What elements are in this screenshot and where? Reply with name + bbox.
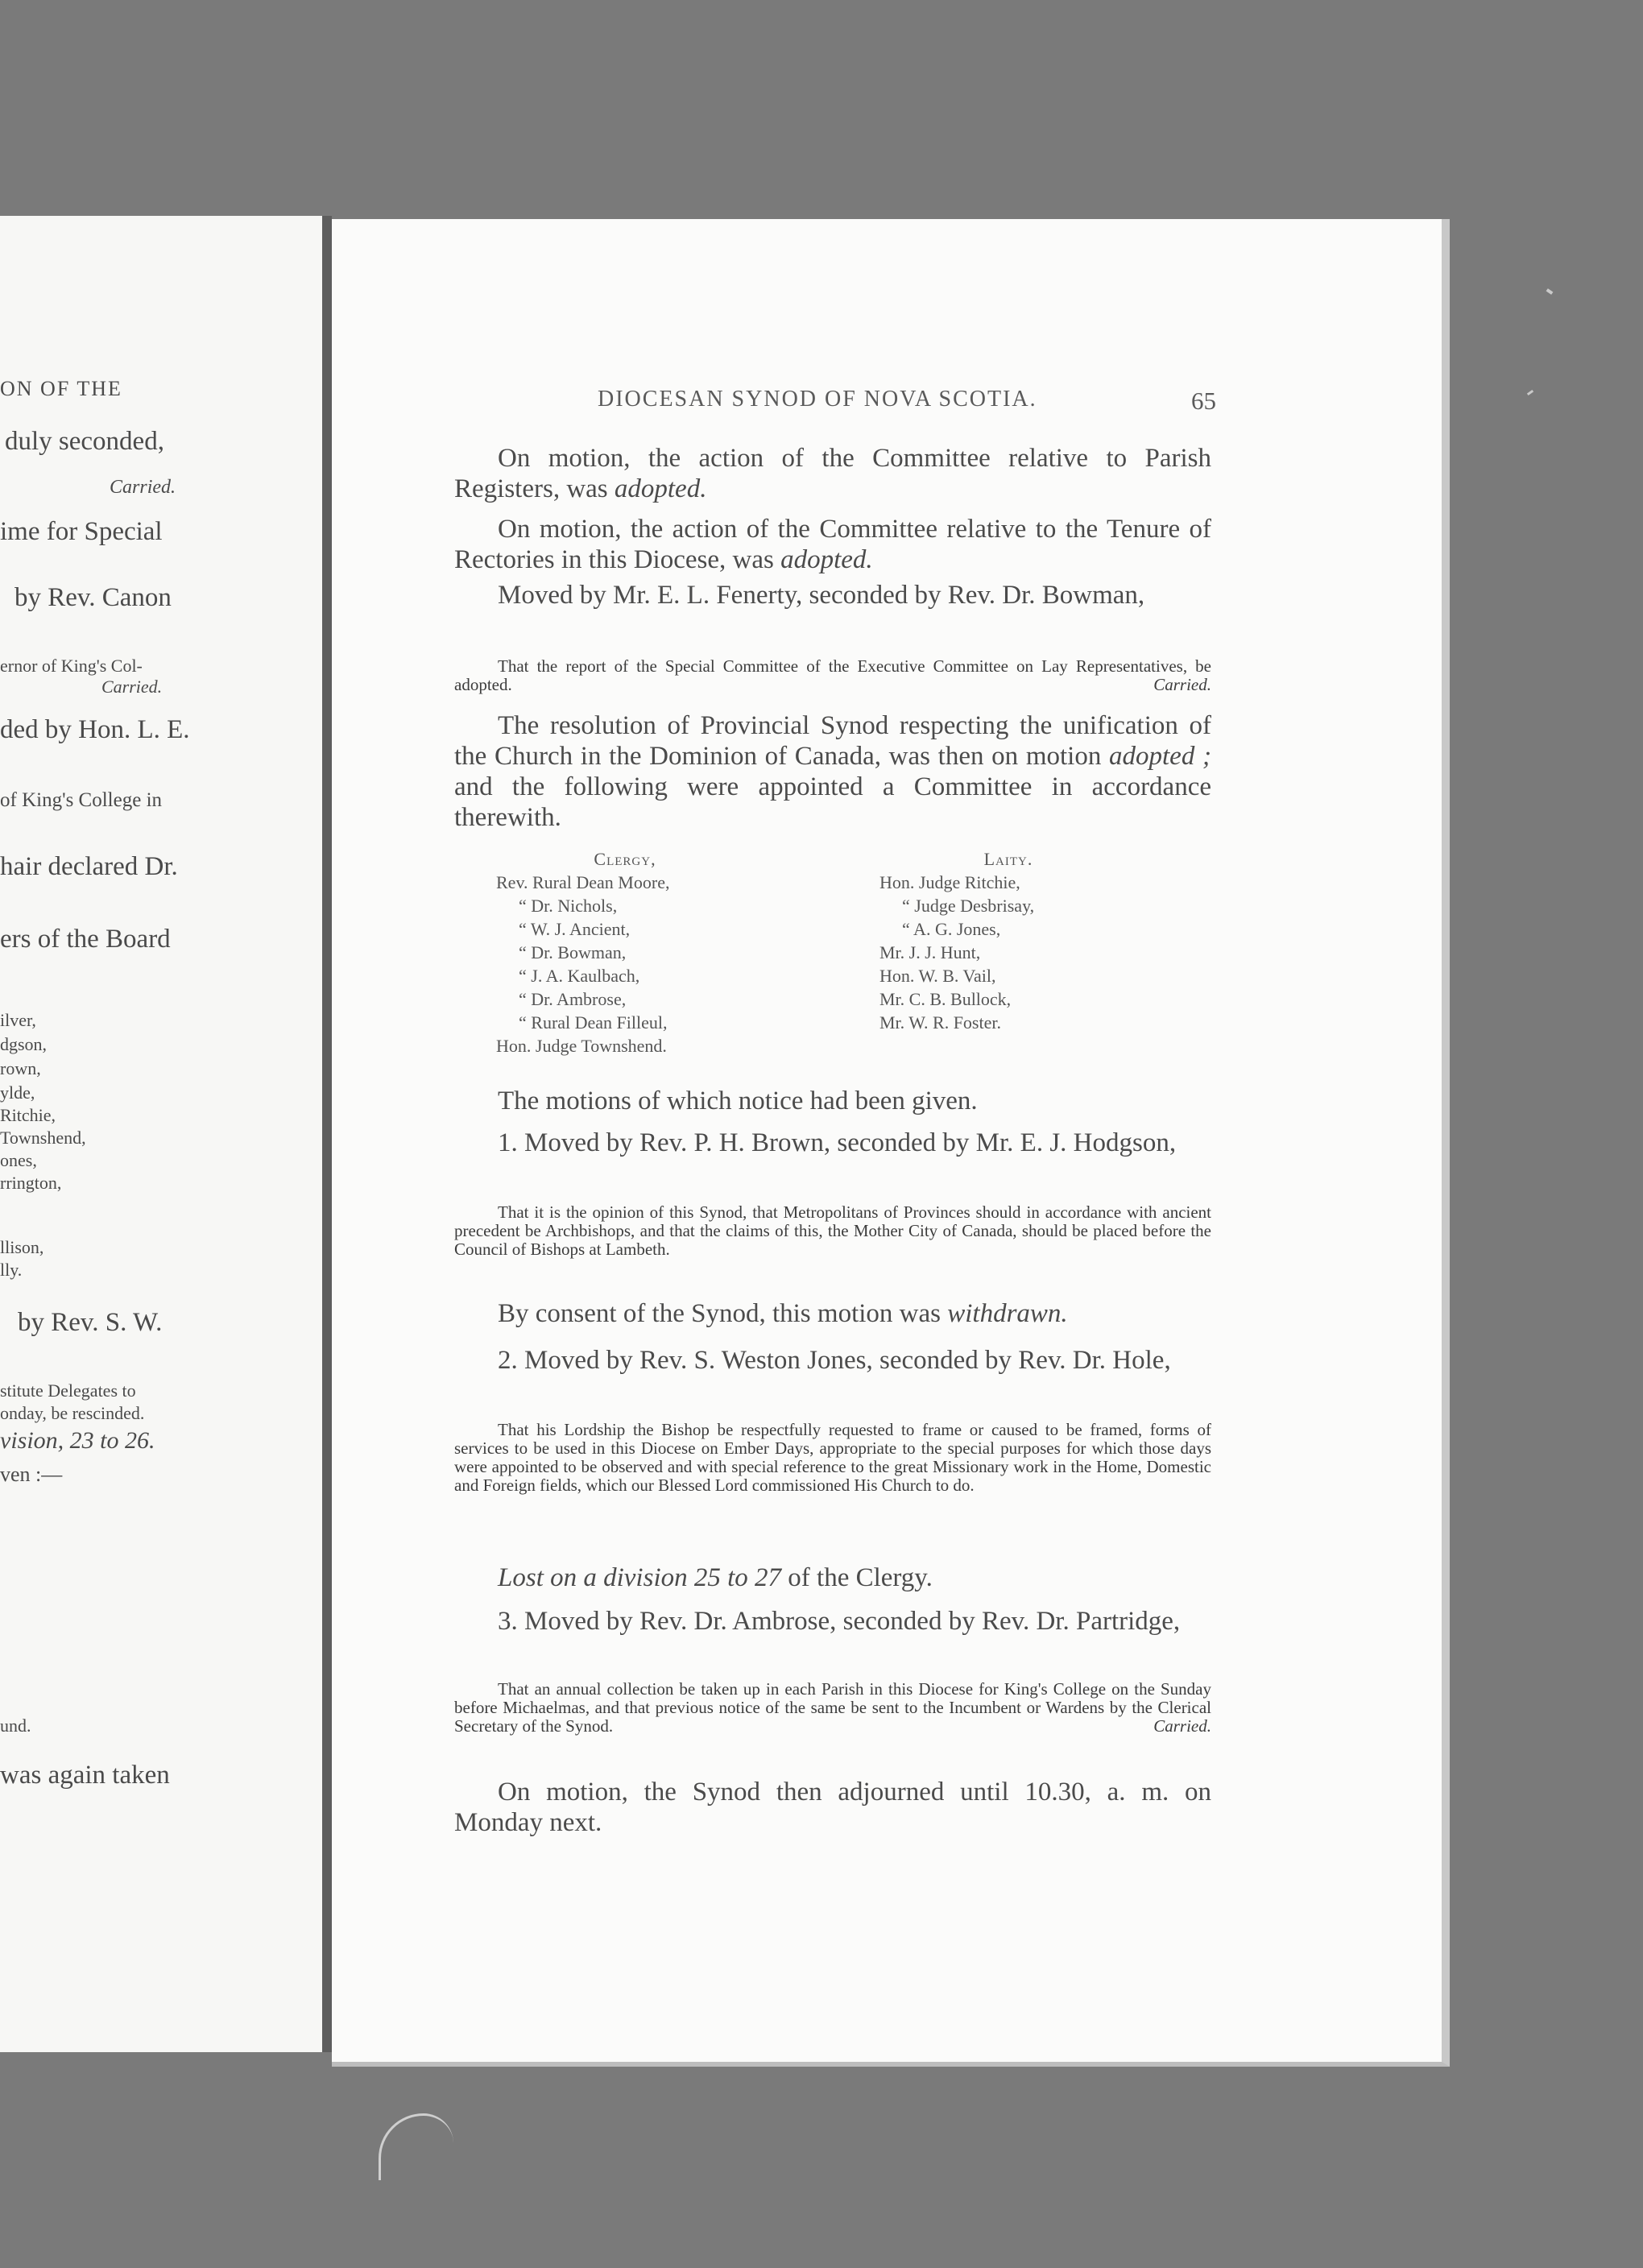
resolution-ember-days: That his Lordship the Bishop be respectfully requested to frame or caused to be framed, forms of services to be used in this Diocese on Ember Days, appropriate to the special purposes for which those days were appointed to be observed and with special reference to the great Missionary work in the Home, Domestic and Foreign fields, which our Blessed Lord commissioned His Church to do. <box>454 1420 1211 1495</box>
clergy-heading: Clergy, <box>594 849 656 869</box>
book-gutter <box>322 216 332 2052</box>
left-line: ilver, <box>0 1010 36 1030</box>
scan-speck <box>1546 288 1554 295</box>
left-line: stitute Delegates to <box>0 1380 136 1401</box>
paragraph-withdrawn: By consent of the Synod, this motion was withdrawn. <box>498 1299 1068 1328</box>
left-line: Ritchie, <box>0 1105 56 1125</box>
paragraph-motions-notice: The motions of which notice had been given. <box>498 1086 978 1115</box>
left-page-fragment <box>0 216 322 2052</box>
page-65 <box>332 219 1450 2067</box>
scan-speck <box>1527 390 1533 395</box>
laity-member: Hon. W. B. Vail, <box>879 966 996 986</box>
left-line: was again taken <box>0 1761 170 1790</box>
clergy-member: Rev. Rural Dean Moore, <box>496 872 670 892</box>
left-line: ded by Hon. L. E. <box>0 715 190 744</box>
paragraph-parish-registers: On motion, the action of the Committee relative to Parish Registers, was adopted. <box>454 444 1211 503</box>
left-line: hair declared Dr. <box>0 852 178 881</box>
scan-artifact <box>379 2113 453 2180</box>
resolution-kings-college-collection: That an annual collection be taken up in each Parish in this Diocese for King's College on the Sunday before Michaelmas, and that previous notice of the same be sent to the Incumbent or Wardens by the Clerical Secretary of the Synod. Carried. <box>454 1679 1211 1736</box>
motion-2: 2. Moved by Rev. S. Weston Jones, seconded by Rev. Dr. Hole, <box>498 1346 1171 1375</box>
left-line: rrington, <box>0 1173 62 1193</box>
left-line: by Rev. Canon <box>14 583 172 612</box>
left-line: vision, 23 to 26. <box>0 1427 155 1454</box>
clergy-member: “ Dr. Bowman, <box>519 942 627 962</box>
left-line: dgson, <box>0 1034 48 1054</box>
clergy-column <box>496 847 754 1057</box>
left-line: of King's College in <box>0 789 163 811</box>
clergy-member: Hon. Judge Townshend. <box>496 1036 667 1056</box>
left-line: ers of the Board <box>0 925 171 954</box>
laity-heading: Laity. <box>983 849 1033 869</box>
laity-member: Mr. W. R. Foster. <box>879 1012 1001 1033</box>
paragraph-lost-on-division: Lost on a division 25 to 27 of the Clergy. <box>498 1563 933 1592</box>
left-running-head: ON OF THE <box>0 377 122 400</box>
left-line: llison, <box>0 1237 44 1257</box>
left-line: ylde, <box>0 1082 35 1103</box>
committee-list <box>454 847 1211 1057</box>
paragraph-provincial-synod: The resolution of Provincial Synod respecting the unification of the Church in the Dominion of Canada, was then on motion adopted ; and the following were appointed a Committee in accordance therewith. <box>454 711 1211 832</box>
running-head <box>454 387 1216 416</box>
running-title: DIOCESAN SYNOD OF NOVA SCOTIA. <box>598 387 1037 412</box>
paragraph-adjourned: On motion, the Synod then adjourned until 10.30, a. m. on Monday next. <box>454 1778 1211 1837</box>
left-line: duly seconded, <box>5 427 164 456</box>
motion-fenerty: Moved by Mr. E. L. Fenerty, seconded by Rev. Dr. Bowman, <box>498 581 1145 610</box>
left-line: onday, be rescinded. <box>0 1403 145 1423</box>
clergy-member: “ Rural Dean Filleul, <box>519 1012 668 1033</box>
left-line: lly. <box>0 1260 23 1280</box>
left-line: und. <box>0 1715 31 1736</box>
resolution-metropolitans: That it is the opinion of this Synod, that Metropolitans of Provinces should in accordance with ancient precedent be Archbishops, and that the claims of this, the Mother City of Canada, should be placed before the Council of Bishops at Lambeth. <box>454 1202 1211 1259</box>
laity-member: Hon. Judge Ritchie, <box>879 872 1020 892</box>
laity-member: Mr. C. B. Bullock, <box>879 989 1012 1009</box>
left-line: by Rev. S. W. <box>18 1308 163 1337</box>
clergy-member: “ J. A. Kaulbach, <box>519 966 640 986</box>
clergy-member: “ Dr. Nichols, <box>519 896 618 916</box>
motion-3: 3. Moved by Rev. Dr. Ambrose, seconded by Rev. Dr. Partridge, <box>498 1607 1181 1636</box>
clergy-member: “ Dr. Ambrose, <box>519 989 627 1009</box>
resolution-lay-representatives: That the report of the Special Committee of the Executive Committee on Lay Representatives, be adopted. Carried. <box>454 656 1211 694</box>
left-line: ven :— <box>0 1463 63 1486</box>
motion-1: 1. Moved by Rev. P. H. Brown, seconded by Mr. E. J. Hodgson, <box>498 1128 1177 1157</box>
left-line: ime for Special <box>0 517 163 546</box>
left-line: Carried. <box>101 677 163 697</box>
laity-member: “ Judge Desbrisay, <box>902 896 1035 916</box>
page-number: 65 <box>1191 387 1216 415</box>
laity-member: Mr. J. J. Hunt, <box>879 942 981 962</box>
left-line: rown, <box>0 1058 41 1078</box>
left-line: Townshend, <box>0 1128 86 1148</box>
left-line: ernor of King's Col- <box>0 656 143 676</box>
laity-member: “ A. G. Jones, <box>902 919 1001 939</box>
left-line: Carried. <box>110 477 176 498</box>
paragraph-tenure-of-rectories: On motion, the action of the Committee relative to the Tenure of Rectories in this Diocese, was adopted. <box>454 515 1211 574</box>
clergy-member: “ W. J. Ancient, <box>519 919 631 939</box>
laity-column <box>879 847 1137 1034</box>
left-line: ones, <box>0 1150 37 1170</box>
